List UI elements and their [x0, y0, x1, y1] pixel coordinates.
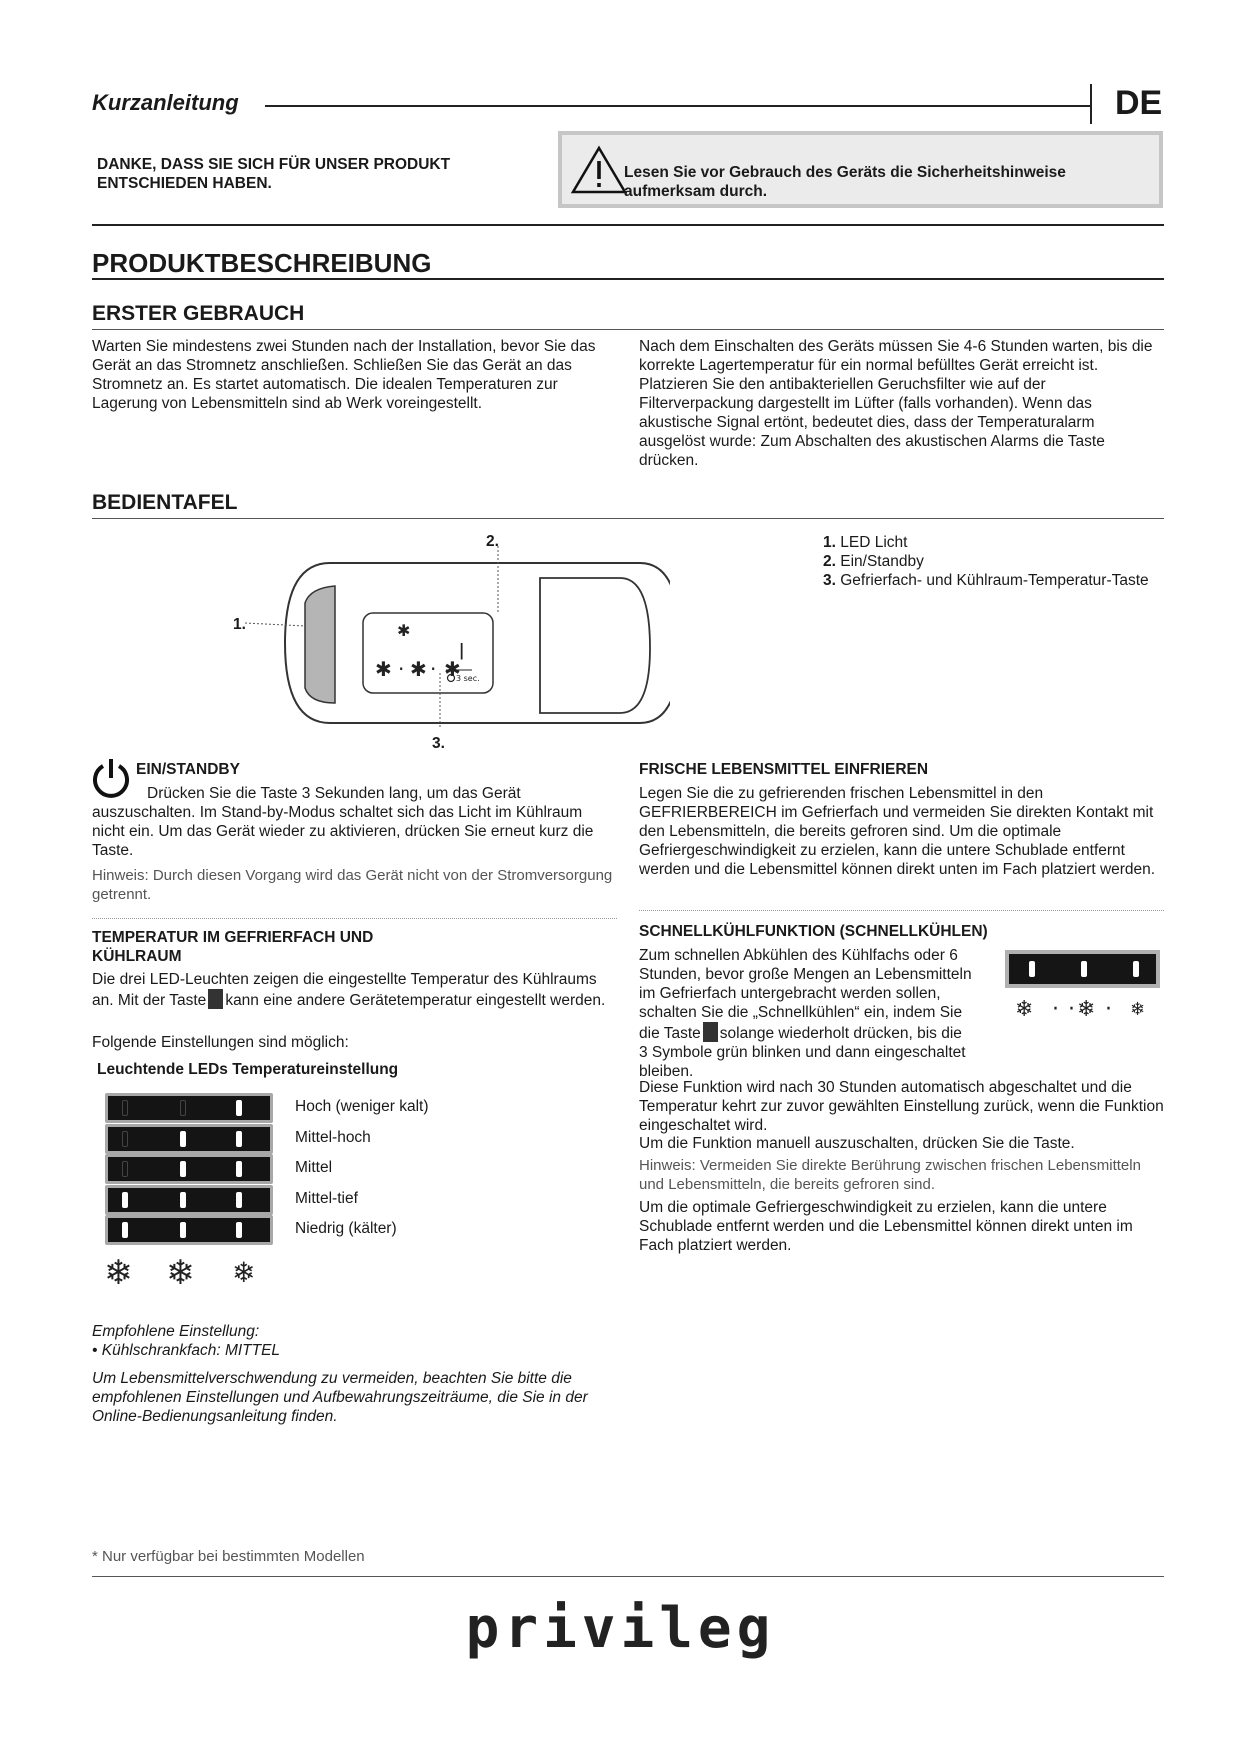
quick-cool-button-icon — [703, 1022, 718, 1042]
quick-cool-text-b: Diese Funktion wird nach 30 Stunden automatisch abgeschaltet und die Temperatur kehrt zur zuvor gewählten Einstellung zurück, wenn die Funktion eingeschaltet wird. — [639, 1079, 1164, 1134]
product-description-rule — [92, 278, 1164, 280]
led-indicator — [236, 1100, 242, 1116]
fresh-food-divider — [639, 910, 1164, 911]
control-panel-heading: BEDIENTAFEL — [92, 491, 238, 514]
footnote: * Nur verfügbar bei bestimmten Modellen — [92, 1548, 365, 1565]
thanks-text: DANKE, DASS SIE SICH FÜR UNSER PRODUKT ENTSCHIEDEN HABEN. — [97, 156, 451, 192]
led-light-strip — [305, 586, 335, 703]
dot-icon: · — [1068, 997, 1075, 1022]
svg-text:✱: ✱ — [444, 657, 461, 681]
standby-text-first: Drücken Sie die Taste 3 Sekunden lang, um das Gerät — [147, 785, 521, 802]
settings-table-header: Leuchtende LEDs Temperatureinstellung — [97, 1061, 399, 1078]
safety-warning-box — [558, 131, 1163, 208]
warning-triangle-icon — [570, 145, 628, 195]
brand-logo: privileg — [465, 1596, 776, 1661]
led-indicator-row — [105, 1185, 273, 1215]
first-use-right-text: Nach dem Einschalten des Geräts müssen Sie 4-6 Stunden warten, bis die korrekte Lagertemperatur für ein normal befülltes Gerät erreicht ist. Platzieren Sie den antibakteriellen Geruchsfilter wie auf der Filterverpackung dargestellt im Lüfter (falls vorhanden). Wenn das akustische Signal ertönt, bedeutet dies, dass der Temperaturalarm ausgelöst wurde: Zum Abschalten des akustischen Alarms die Taste drücken. — [639, 338, 1153, 469]
fresh-food-text: Legen Sie die zu gefrierenden frischen Lebensmittel in den GEFRIERBEREICH im Gefrierfach und vermeiden Sie direkten Kontakt mit den Lebensmitteln, die bereits gefroren sind. Um die optimale Gefriergeschwindigkeit zu erzielen, kann die untere Schublade entfernt werden und die Lebensmittel können direkt unten im Fach platziert werden. — [639, 785, 1156, 878]
language-code: DE — [1115, 84, 1163, 122]
panel-end-cap — [540, 578, 650, 713]
svg-text:·: · — [398, 657, 405, 681]
led-indicator — [122, 1222, 128, 1238]
led-indicator-row — [105, 1093, 273, 1123]
dot-icon: · — [1052, 997, 1059, 1022]
waste-note: Um Lebensmittelverschwendung zu vermeiden, beachten Sie bitte die empfohlenen Einstellungen und Aufbewahrungszeiträume, die Sie in der Online-Bedienungsanleitung finden. — [92, 1370, 588, 1425]
first-use-heading: ERSTER GEBRAUCH — [92, 302, 305, 325]
svg-text:✱: ✱ — [410, 657, 427, 681]
fresh-food-heading: FRISCHE LEBENSMITTEL EINFRIEREN — [639, 761, 929, 778]
callout-1: 1. — [233, 616, 246, 633]
temperature-level-label: Hoch (weniger kalt) — [295, 1098, 429, 1115]
standby-heading: EIN/STANDBY — [136, 761, 240, 778]
guide-title: Kurzanleitung — [92, 90, 239, 115]
temperature-level-label: Niedrig (kälter) — [295, 1220, 397, 1237]
snowflake-icon: ❄ — [166, 1253, 195, 1293]
quick-cool-led-display — [1005, 950, 1160, 988]
temperature-level-label: Mittel — [295, 1159, 333, 1176]
legend-item-1: 1. LED Licht — [823, 534, 908, 551]
settings-intro: Folgende Einstellungen sind möglich: — [92, 1034, 349, 1051]
standby-divider — [92, 918, 617, 919]
snowflake-icon: ❄ — [1077, 997, 1096, 1022]
led-indicator — [180, 1100, 186, 1116]
warning-text: Lesen Sie vor Gebrauch des Geräts die Sicherheitshinweise aufmerksam durch. — [624, 164, 1066, 200]
led-indicator — [236, 1192, 242, 1208]
snowflake-icon: ❄ — [232, 1256, 256, 1289]
temperature-level-label: Mittel-tief — [295, 1189, 358, 1207]
led-indicator — [180, 1192, 186, 1208]
quick-cool-text-a: Zum schnellen Abkühlen des Kühlfachs oder 6 Stunden, bevor große Mengen an Lebensmitteln im Gefrierfach untergebracht werden sollen, schalten Sie die „Schnellkühlen“ ein, indem Sie die Taste solange wiederholt drücken, bis die 3 Symbole grün blinken und dann eingeschaltet bleiben. — [639, 947, 972, 1080]
led-indicator — [180, 1131, 186, 1147]
svg-text:✱: ✱ — [397, 621, 411, 640]
temperature-button-icon — [208, 989, 223, 1009]
legend-item-3: 3. Gefrierfach- und Kühlraum-Temperatur-Taste — [823, 572, 1149, 589]
control-panel-diagram — [210, 528, 670, 758]
led-indicator — [122, 1100, 128, 1116]
header-divider — [1090, 84, 1092, 124]
led-indicator-row — [105, 1124, 273, 1154]
control-panel-rule — [92, 518, 1164, 519]
temperature-level-label: Mittel-hoch — [295, 1128, 371, 1146]
led-indicator — [236, 1222, 242, 1238]
svg-text:·: · — [430, 657, 437, 681]
led-indicator-row — [105, 1215, 273, 1245]
section-rule-top — [92, 224, 1164, 226]
quick-cool-text-c: Um die Funktion manuell auszuschalten, drücken Sie die Taste. — [639, 1135, 1075, 1152]
control-panel-legend — [823, 533, 1153, 590]
standby-text: auszuschalten. Im Stand-by-Modus schaltet sich das Licht im Kühlraum nicht ein. Um das Gerät wieder zu aktivieren, drücken Sie erneut kurz die Taste. — [92, 804, 594, 859]
svg-text:✱: ✱ — [375, 657, 392, 681]
quick-cool-heading: SCHNELLKÜHLFUNKTION (SCHNELLKÜHLEN) — [639, 923, 988, 940]
snowflake-icon: ❄ — [1015, 997, 1034, 1022]
led-indicator — [122, 1131, 128, 1147]
quick-cool-note: Hinweis: Vermeiden Sie direkte Berührung zwischen frischen Lebensmitteln und Lebensmitteln, die bereits gefroren sind. — [639, 1157, 1141, 1193]
power-icon — [90, 756, 132, 800]
quick-cool-text-d: Um die optimale Gefriergeschwindigkeit zu erzielen, kann die untere Schublade entfernt werden und die Lebensmittel können direkt unten im Fach platziert werden. — [639, 1199, 1133, 1254]
temperature-heading: TEMPERATUR IM GEFRIERFACH UND KÜHLRAUM — [92, 929, 374, 965]
led-indicator — [180, 1161, 186, 1177]
snowflake-icon: ❄ — [1130, 999, 1146, 1020]
recommended-setting: Empfohlene Einstellung: • Kühlschrankfach: MITTEL — [92, 1323, 281, 1359]
led-indicator — [236, 1131, 242, 1147]
legend-item-2: 2. Ein/Standby — [823, 553, 924, 570]
product-description-heading: PRODUKTBESCHREIBUNG — [92, 248, 432, 278]
led-indicator — [236, 1161, 242, 1177]
dot-icon: · — [1105, 997, 1112, 1022]
standby-note: Hinweis: Durch diesen Vorgang wird das Gerät nicht von der Stromversorgung getrennt. — [92, 867, 613, 903]
svg-text:ǀ: ǀ — [459, 640, 465, 661]
callout-2: 2. — [486, 533, 499, 550]
led-indicator-row — [105, 1154, 273, 1184]
callout-3: 3. — [432, 735, 445, 752]
temperature-text: Die drei LED-Leuchten zeigen die eingestellte Temperatur des Kühlraums an. Mit der Taste kann eine andere Gerätetemperatur eingestellt werden. — [92, 971, 606, 1009]
led-indicator — [180, 1222, 186, 1238]
footer-rule — [92, 1576, 1164, 1577]
led-indicator — [122, 1161, 128, 1177]
first-use-left-text: Warten Sie mindestens zwei Stunden nach der Installation, bevor Sie das Gerät an das Stromnetz anschließen. Schließen Sie das Gerät an das Stromnetz an. Es startet automatisch. Die idealen Temperaturen zur Lagerung von Lebensmitteln sind ab Werk voreingestellt. — [92, 338, 596, 412]
first-use-rule — [92, 329, 1164, 330]
snowflake-icon: ❄ — [104, 1253, 133, 1293]
panel-hold-text: 3 sec. — [456, 674, 480, 683]
header-rule — [265, 105, 1090, 107]
led-indicator — [122, 1192, 128, 1208]
